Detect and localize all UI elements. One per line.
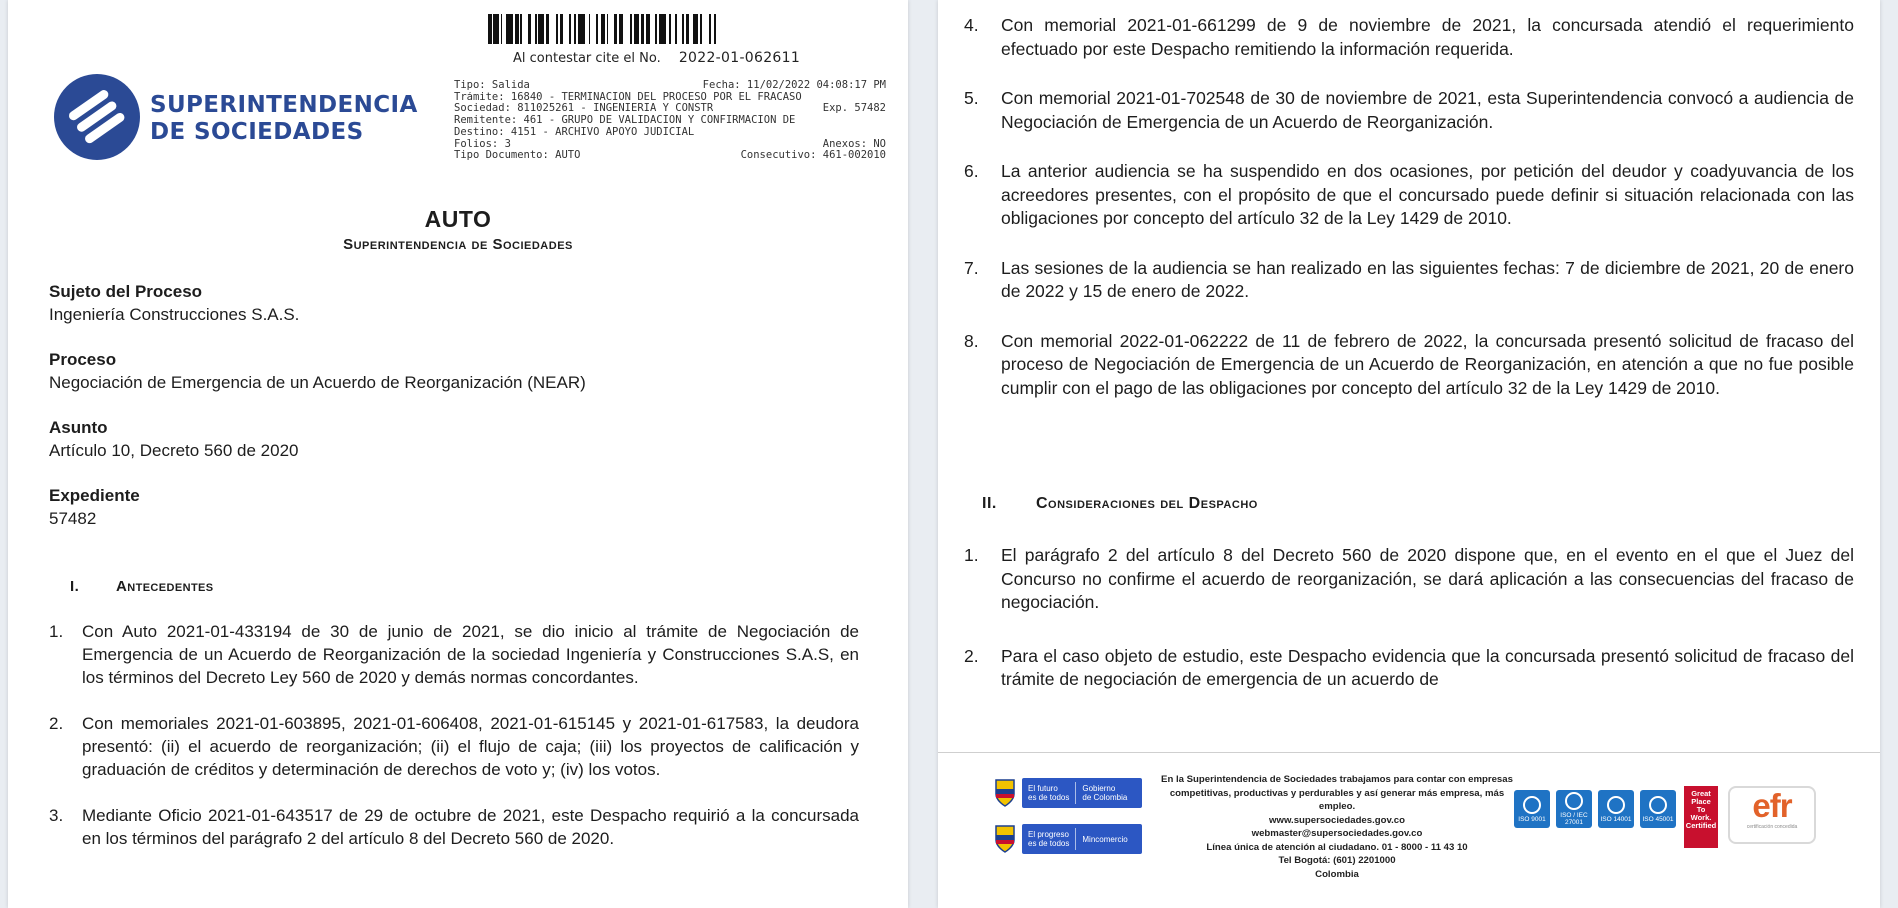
field-value: Artículo 10, Decreto 560 de 2020 (49, 441, 299, 460)
item-number: 8. (964, 330, 979, 351)
metadata-cell: Trámite: 16840 - TERMINACIÓN DEL PROCESO POR EL FRACASO (454, 91, 802, 103)
list-item (49, 620, 859, 689)
logo-line-1: SUPERINTENDENCIA (150, 92, 418, 118)
certification-badge (1556, 790, 1592, 828)
list-item (964, 87, 1854, 134)
document-page-1 (8, 0, 908, 908)
document-page-2 (938, 0, 1880, 908)
badge-line: El futuro (1028, 784, 1058, 793)
gov-badge-progreso (994, 822, 1148, 856)
gov-badge-blue (1022, 824, 1142, 854)
barcode-stripe (659, 14, 666, 44)
great-place-to-work-badge (1684, 786, 1718, 848)
list-item (964, 257, 1854, 304)
item-number: 5. (964, 88, 979, 108)
certification-badge (1514, 790, 1550, 828)
metadata-cell: Tipo Documento: AUTO (454, 150, 581, 162)
footer-line: webmaster@supersociedades.gov.co (1251, 828, 1423, 839)
gptw-line: To (1696, 805, 1706, 814)
section-antecedentes-heading (70, 578, 214, 595)
section-number: II. (982, 495, 997, 512)
metadata-row (454, 92, 886, 104)
gptw-line: Certified (1685, 821, 1717, 830)
doc-subtitle: Superintendencia de Sociedades (343, 236, 573, 253)
item-text: Con memorial 2021-01-661299 de 9 de noviembre de 2021, la concursada atendió el requerimiento efectuado por este Despacho remitiendo la información requerida. (1001, 15, 1854, 59)
list-item (964, 160, 1854, 231)
superintendencia-logo-icon (52, 72, 142, 162)
cite-number: 2022-01-062611 (678, 50, 801, 66)
badge-line: es de todos (1028, 793, 1070, 802)
metadata-cell: Destino: 4151 - ARCHIVO APOYO JUDICIAL (454, 126, 695, 138)
list-item (964, 330, 1854, 401)
badge-line: Mincomercio (1082, 834, 1128, 844)
cert-label: ISO / IEC 27001 (1560, 812, 1588, 826)
badge-line: El progreso (1028, 830, 1069, 839)
barcode-stripe (716, 14, 721, 44)
list-item (964, 14, 1854, 61)
badge-separator (1075, 828, 1076, 850)
efr-badge (1728, 786, 1816, 844)
item-text: Para el caso objeto de estudio, este Despacho evidencia que la concursada presentó solicitud de fracaso del trámite de negociación de emergencia de un acuerdo de (1001, 645, 1854, 689)
footer-line: En la Superintendencia de Sociedades trabajamos para contar con empresas (1161, 774, 1513, 785)
item-text: El parágrafo 2 del artículo 8 del Decreto 560 de 2020 dispone que, en el evento en el que el Juez del Concurso no confirme el acuerdo de reorganización, se dará aplicación a las consecuencias del fracaso de negociación. (1001, 545, 1854, 612)
metadata-cell: Consecutivo: 461-002010 (740, 150, 886, 162)
field-value: 57482 (49, 509, 97, 528)
field-label: Expediente (49, 486, 140, 505)
metadata-row (454, 103, 886, 115)
item-number: 1. (964, 545, 979, 565)
item-number: 2. (964, 645, 979, 666)
barcode-stripe (506, 14, 513, 44)
footer-divider (938, 752, 1880, 753)
item-text: Las sesiones de la audiencia se han realizado en las siguientes fechas: 7 de diciembre de 2021, 20 de enero de 2022 y 15 de enero de 2022. (1001, 257, 1854, 301)
metadata-row (454, 150, 886, 162)
field-sujeto (49, 282, 299, 325)
badge-separator (1075, 782, 1076, 804)
doc-title: AUTO (424, 206, 492, 232)
field-value: Ingeniería Construcciones S.A.S. (49, 305, 300, 324)
badge-line: Gobierno (1082, 784, 1116, 793)
field-label: Asunto (49, 418, 108, 437)
efr-caption: certificación concedida (1746, 824, 1798, 830)
item-number: 2. (49, 714, 64, 733)
section-title: Consideraciones del Despacho (1036, 495, 1258, 512)
metadata-cell: Tipo: Salida (454, 80, 530, 91)
consideraciones-list (964, 544, 1854, 722)
list-item (49, 804, 859, 850)
efr-logo-text: efr (1752, 787, 1792, 824)
metadata-cell: Remitente: 461 - GRUPO DE VALIDACION Y CONFIRMACION DE (454, 115, 796, 127)
footer-line: competitivas, productivas y perdurables y así generar más empresa, más empleo. (1169, 787, 1505, 812)
list-item (49, 712, 859, 781)
antecedentes-list-page-2 (964, 14, 1854, 426)
metadata-cell: Anexos: NO (822, 138, 886, 150)
badge-line: es de todos (1028, 839, 1070, 848)
cert-label: ISO 9001 (1518, 815, 1546, 823)
cert-icon (1607, 796, 1625, 814)
item-text: Con memorial 2022-01-062222 de 11 de febrero de 2022, la concursada presentó solicitud de fracaso del proceso de Negociación de Emergencia de un Acuerdo de Reorganización, en atención a que no fue posible cumplir con el pago de las obligaciones por concepto del artículo 32 de la Ley 1429 de 2010. (1001, 330, 1854, 398)
metadata-cell: Folios: 3 (454, 138, 511, 150)
metadata-cell: Sociedad: 811025261 - INGENIERIA Y CONSTR (454, 103, 714, 115)
gptw-line: Great (1691, 789, 1711, 798)
cert-icon (1565, 792, 1583, 810)
barcode-stripe (702, 14, 709, 44)
item-number: 1. (49, 622, 64, 641)
cite-label: Al contestar cite el No. (513, 51, 661, 66)
metadata-row (454, 127, 886, 139)
cert-icon (1649, 796, 1667, 814)
gptw-line: Work. (1690, 813, 1712, 822)
section-title: Antecedentes (116, 578, 214, 595)
field-proceso (49, 350, 586, 393)
gov-badge-blue (1022, 778, 1142, 808)
gov-badge-futuro (994, 776, 1148, 810)
cite-line (513, 50, 800, 66)
footer-line: www.supersociedades.gov.co (1269, 814, 1405, 826)
metadata-cell: Fecha: 11/02/2022 04:08:17 PM (702, 80, 886, 91)
cert-icon (1523, 796, 1541, 814)
item-text: Con Auto 2021-01-433194 de 30 de junio de 2021, se dio inicio al trámite de Negociación de Emergencia de un Acuerdo de Reorganización de la sociedad Ingeniería y Construcciones S.A.S, en los términos del Decreto Ley 560 de 2020 y demás normas concordantes. (82, 622, 859, 687)
field-label: Sujeto del Proceso (49, 282, 203, 301)
field-expediente (49, 486, 140, 529)
field-asunto (49, 418, 299, 461)
colombia-shield-icon (994, 824, 1016, 854)
colombia-shield-icon (994, 778, 1016, 808)
certification-badge (1640, 790, 1676, 828)
list-item (964, 544, 1854, 615)
footer-contact-text (1156, 773, 1518, 881)
metadata-row (454, 80, 886, 92)
footer-line: Colombia (1315, 868, 1359, 880)
antecedentes-list-page-1 (49, 620, 859, 873)
barcode-stripe (549, 14, 556, 44)
filing-metadata (454, 80, 886, 162)
list-item (964, 645, 1854, 692)
certification-badge (1598, 790, 1634, 828)
field-label: Proceso (49, 350, 117, 369)
footer-line: Línea única de atención al ciudadano. 01 - 8000 - 11 43 10 (1206, 841, 1468, 853)
cert-label: ISO 14001 (1600, 815, 1632, 823)
logo-line-2: DE SOCIEDADES (150, 119, 364, 145)
item-text: Con memoriales 2021-01-603895, 2021-01-606408, 2021-01-615145 y 2021-01-617583, la deudora presentó: (ii) el acuerdo de reorganización; (ii) el flujo de caja; (iii) los proyectos de calificación y graduación de créditos y determinación de derechos de voto y; (iv) los votos. (82, 714, 859, 779)
metadata-cell: Exp. 57482 (822, 103, 886, 115)
field-value: Negociación de Emergencia de un Acuerdo de Reorganización (NEAR) (49, 373, 586, 392)
item-text: Mediante Oficio 2021-01-643517 de 29 de octubre de 2021, este Despacho requirió a la concursada en los términos del parágrafo 2 del artículo 8 del Decreto 560 de 2020. (82, 806, 859, 848)
metadata-row (454, 139, 886, 151)
cert-label: ISO 45001 (1642, 815, 1674, 823)
item-number: 4. (964, 15, 979, 35)
item-text: Con memorial 2021-01-702548 de 30 de noviembre de 2021, esta Superintendencia convocó a audiencia de Negociación de Emergencia de un Acuerdo de Reorganización. (1001, 88, 1854, 132)
item-number: 3. (49, 806, 64, 825)
section-consideraciones-heading (982, 495, 1258, 513)
metadata-row (454, 115, 886, 127)
logo-text (150, 92, 418, 146)
gptw-line: Place (1691, 797, 1711, 806)
item-number: 7. (964, 257, 979, 278)
barcode-stripe (623, 14, 630, 44)
section-number: I. (70, 578, 80, 595)
footer-line: Tel Bogotá: (601) 2201000 (1278, 855, 1396, 866)
barcode (488, 14, 860, 44)
badge-line: de Colombia (1082, 793, 1128, 802)
item-number: 6. (964, 161, 979, 181)
item-text: La anterior audiencia se ha suspendido en dos ocasiones, por petición del deudor y coadyuvancia de los acreedores presentes, con el propósito de que el concursado puede definir si situación relacionada con las obligaciones por concepto del artículo 32 de la Ley 1429 de 2010. (1001, 161, 1854, 228)
barcode-stripe (578, 14, 585, 44)
